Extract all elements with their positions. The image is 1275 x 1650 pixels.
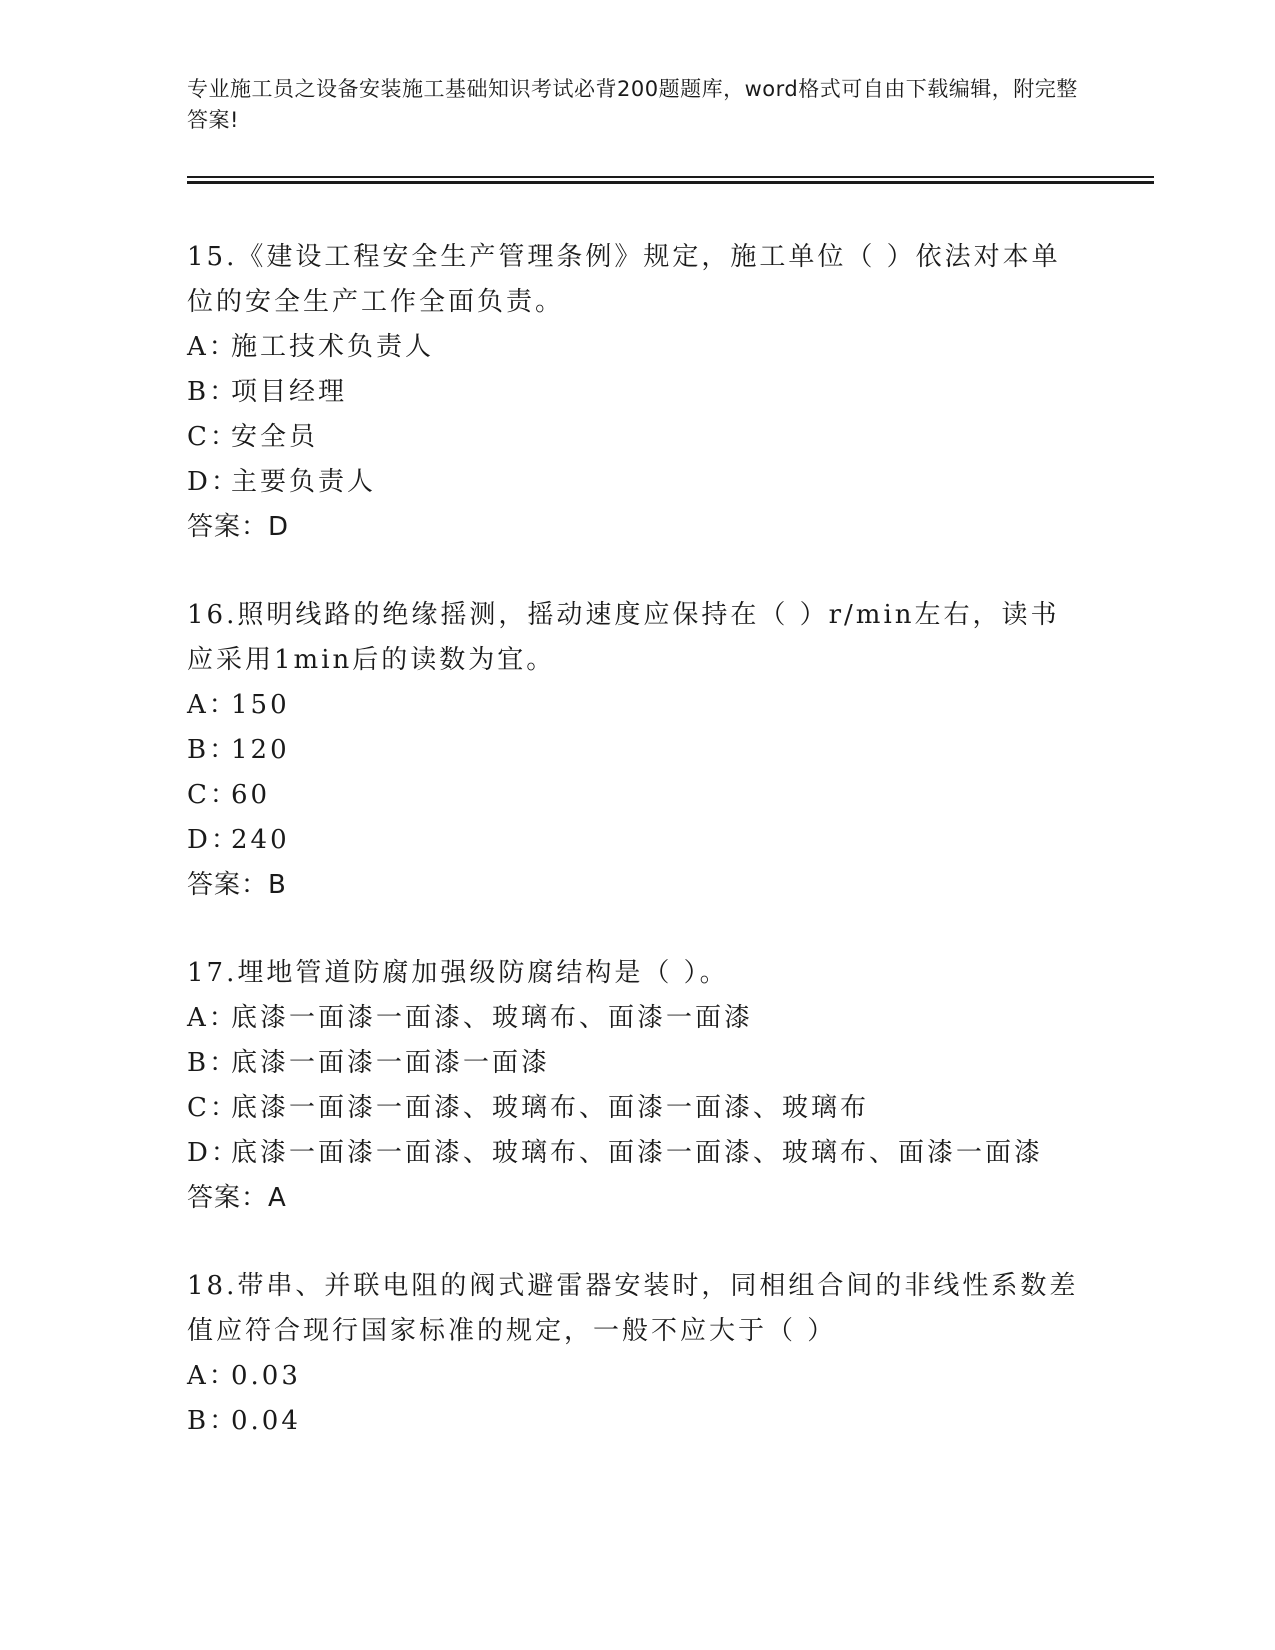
option-c	[187, 415, 1087, 460]
question-stem: 18.带串、并联电阻的阀式避雷器安装时，同相组合间的非线性系数差值应符合现行国家标准的规定，一般不应大于（ ）	[187, 1271, 1079, 1346]
option-text: 底漆一面漆一面漆、玻璃布、面漆一面漆、玻璃布	[231, 1093, 870, 1123]
option-letter: A：	[187, 332, 238, 362]
option-a	[187, 325, 1087, 370]
option-letter: C：	[187, 780, 239, 810]
question-stem: 16.照明线路的绝缘摇测，摇动速度应保持在（ ）r/min左右，读书应采用1min后的读数为宜。	[187, 600, 1060, 675]
option-text: 施工技术负责人	[231, 332, 435, 362]
option-text: 项目经理	[231, 377, 348, 407]
option-letter: A：	[187, 690, 238, 720]
header-divider-thick	[187, 181, 1154, 184]
document-header: 专业施工员之设备安装施工基础知识考试必背200题题库，word格式可自由下载编辑，附完整答案!	[187, 77, 1078, 132]
option-b	[187, 1399, 1087, 1444]
question-stem: 15.《建设工程安全生产管理条例》规定，施工单位（ ）依法对本单位的安全生产工作全面负责。	[187, 242, 1061, 317]
option-c	[187, 773, 1087, 818]
option-a	[187, 683, 1087, 728]
option-letter: A：	[187, 1361, 238, 1391]
option-letter: A：	[187, 1003, 238, 1033]
question-17	[187, 951, 1087, 1221]
option-a	[187, 996, 1087, 1041]
option-letter: B：	[187, 1048, 239, 1078]
option-letter: C：	[187, 422, 239, 452]
option-b	[187, 370, 1087, 415]
option-c	[187, 1086, 1087, 1131]
option-d	[187, 1131, 1087, 1176]
option-text: 0.03	[231, 1361, 301, 1391]
option-text: 底漆一面漆一面漆、玻璃布、面漆一面漆	[231, 1003, 754, 1033]
header-divider-thin	[187, 176, 1154, 178]
option-letter: B：	[187, 735, 239, 765]
answer-label: 答案：A	[187, 1183, 287, 1213]
option-text: 底漆一面漆一面漆、玻璃布、面漆一面漆、玻璃布、面漆一面漆	[231, 1138, 1044, 1168]
question-18	[187, 1264, 1087, 1444]
option-text: 安全员	[231, 422, 319, 452]
option-a	[187, 1354, 1087, 1399]
question-16	[187, 593, 1087, 908]
option-text: 240	[231, 825, 290, 855]
option-letter: C：	[187, 1093, 239, 1123]
option-d	[187, 460, 1087, 505]
option-text: 150	[231, 690, 290, 720]
option-letter: B：	[187, 1406, 239, 1436]
option-letter: D：	[187, 825, 240, 855]
option-text: 主要负责人	[231, 467, 377, 497]
question-stem: 17.埋地管道防腐加强级防腐结构是（ ）。	[187, 958, 729, 988]
option-text: 120	[231, 735, 290, 765]
option-text: 0.04	[231, 1406, 301, 1436]
answer-label: 答案：B	[187, 870, 287, 900]
option-b	[187, 728, 1087, 773]
option-letter: D：	[187, 1138, 240, 1168]
option-b	[187, 1041, 1087, 1086]
option-text: 底漆一面漆一面漆一面漆	[231, 1048, 551, 1078]
option-text: 60	[231, 780, 271, 810]
question-15	[187, 235, 1087, 550]
option-letter: B：	[187, 377, 239, 407]
question-list	[187, 235, 1087, 1487]
option-letter: D：	[187, 467, 240, 497]
answer-label: 答案：D	[187, 512, 290, 542]
option-d	[187, 818, 1087, 863]
